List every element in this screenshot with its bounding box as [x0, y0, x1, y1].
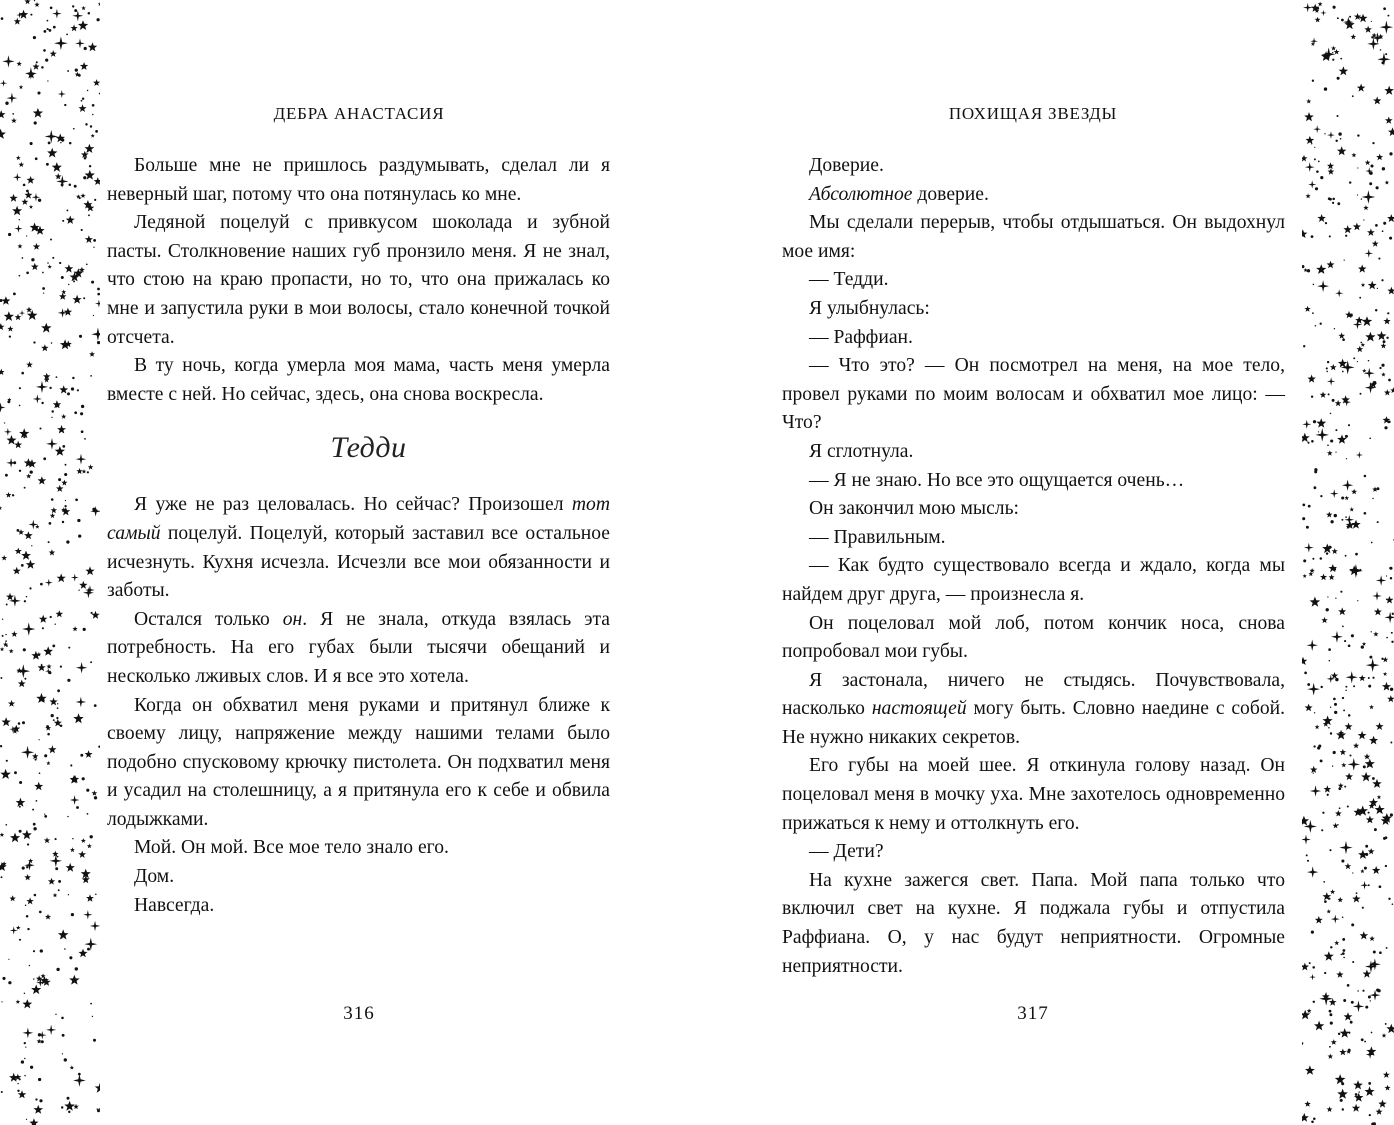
paragraph: В ту ночь, когда умерла моя мама, часть меня умерла вместе с ней. Но сейчас, здесь, она снова воскресла. — [107, 355, 610, 405]
emphasis: настоящей — [871, 698, 967, 720]
paragraph: Он закончил мою мысль: — [809, 498, 1019, 520]
paragraph: Ледяной поцелуй с привкусом шоколада и зубной пасты. Столкновение наших губ пронзило меня. Я не знал, что стою на краю пропасти, но то, что она прижалась ко мне и запустила руки в мои волосы, стало конечной точкой отсчета. — [107, 212, 610, 348]
right-page — [697, 0, 1394, 1125]
paragraph: Когда он обхватил меня руками и притянул ближе к своему лицу, напряжение между нашими телами было подобно спусковому крючку пистолета. Он подхватил меня и усадил на столешницу, а я притянула его к себе и обвила лодыжками. — [107, 694, 610, 830]
paragraph: — Как будто существовало всегда и ждало, когда мы найдем друг друга, — произнесла я. — [782, 555, 1285, 605]
emphasis: он — [282, 608, 303, 630]
running-head-right: ПОХИЩАЯ ЗВЕЗДЫ — [948, 104, 1118, 123]
paragraph: На кухне зажегся свет. Папа. Мой папа только что включил свет на кухне. Я поджала губы и отпустила Раффиана. О, у нас будут неприятности. Огромные неприятности. — [782, 869, 1285, 977]
paragraph: — Дети? — [809, 841, 884, 863]
paragraph: Мой. Он мой. Все мое тело знало его. — [134, 837, 449, 859]
page-number-right: 317 — [1017, 1003, 1049, 1024]
paragraph: — Что это? — Он посмотрел на меня, на мое тело, провел руками по моим волосам и обхватил мое лицо: — Что? — [782, 355, 1285, 434]
paragraph: Остался только он. Я не знала, откуда взялась эта потребность. На его губах были тысячи обещаний и несколько лживых слов. И я все это хотела. — [107, 608, 610, 687]
paragraph: Он поцеловал мой лоб, потом кончик носа, снова попробовал мои губы. — [782, 612, 1285, 663]
paragraph: Доверие. — [809, 155, 884, 176]
paragraph: Я сглотнула. — [809, 440, 914, 462]
star-pattern-icon — [1302, 0, 1394, 1125]
right-text-block — [782, 152, 1285, 981]
paragraph: — Я не знаю. Но все это ощущается очень… — [809, 469, 1185, 491]
paragraph: Больше мне не пришлось раздумывать, сделал ли я неверный шаг, потому что она потянулась ко мне. — [107, 155, 610, 205]
page-number-left: 316 — [343, 1003, 375, 1024]
left-text-block — [107, 152, 610, 920]
paragraph: Мы сделали перерыв, чтобы отдышаться. Он выдохнул мое имя: — [782, 212, 1285, 262]
paragraph: — Раффиан. — [809, 326, 913, 348]
star-pattern-icon — [0, 0, 100, 1125]
emphasis: Абсолютное — [809, 183, 913, 205]
emphasis: тот самый — [107, 494, 610, 544]
paragraph: — Тедди. — [809, 269, 889, 291]
paragraph: Его губы на моей шее. Я откинула голову назад. Он поцеловал меня в мочку уха. Мне захотелось одновременно прижаться к нему и оттолкнуть его. — [782, 755, 1285, 834]
paragraph: Я застонала, ничего не стыдясь. Почувствовала, насколько настоящей могу быть. Словно наедине с собой. Не нужно никаких секретов. — [782, 669, 1286, 748]
paragraph: Дом. — [134, 866, 175, 888]
chapter-heading: Тедди — [330, 431, 407, 465]
paragraph: Я уже не раз целовалась. Но сейчас? Произошел тот самый поцелуй. Поцелуй, который заставил все остальное исчезнуть. Кухня исчезла. Исчезли все мои обязанности и заботы. — [107, 494, 610, 602]
paragraph: Я улыбнулась: — [809, 297, 930, 319]
paragraph: Абсолютное доверие. — [809, 183, 989, 205]
paragraph: Навсегда. — [134, 894, 215, 916]
running-head-left: ДЕБРА АНАСТАСИЯ — [273, 104, 445, 123]
paragraph: — Правильным. — [809, 526, 946, 548]
